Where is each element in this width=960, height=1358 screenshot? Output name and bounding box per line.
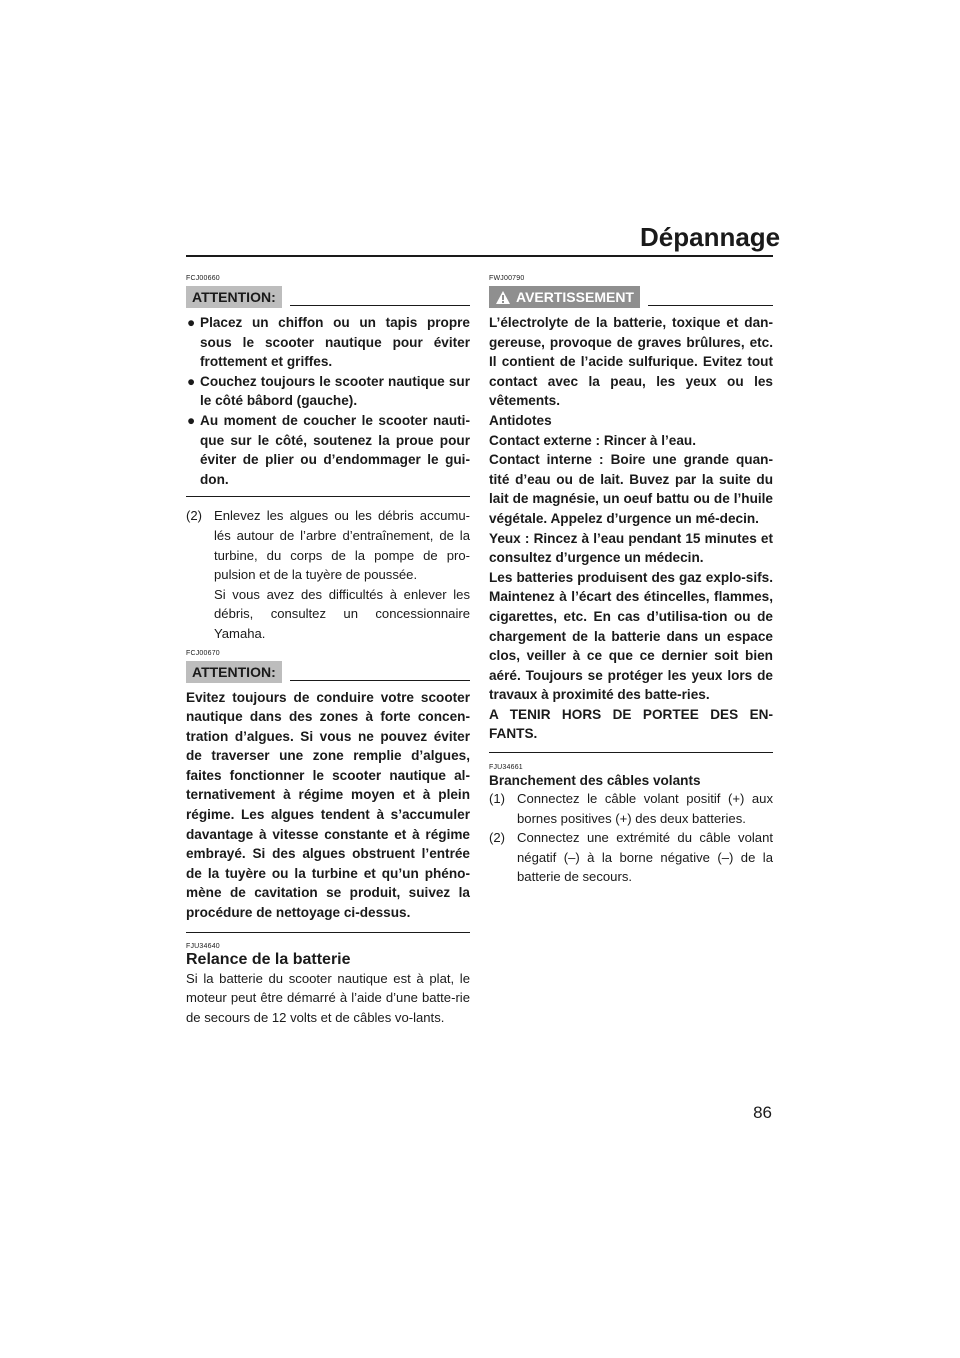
header-divider [186, 255, 773, 257]
step-item [186, 506, 470, 643]
subsection-title: Branchement des câbles volants [489, 773, 701, 789]
notice-end-divider [489, 752, 773, 753]
attention-badge: ATTENTION: [186, 661, 282, 683]
step-text: Si vous avez des difficultés à enlever les débris, consultez un concessionnaire Yamaha. [214, 586, 470, 641]
step-text: Connectez le câble volant positif (+) aux bornes positives (+) des deux batteries. [517, 791, 773, 826]
page-title: Dépannage [640, 222, 781, 252]
step-number: (2) [186, 508, 203, 524]
list-item: ● Placez un chiffon ou un tapis propre sous le scooter nautique pour éviter frottement et griffes. [187, 315, 470, 370]
section-title: Relance de la batterie [186, 950, 351, 968]
warning-badge [489, 286, 640, 308]
step-item [489, 789, 773, 828]
notice-divider [290, 305, 470, 306]
notice-end-divider [186, 932, 470, 933]
reference-code: FJU34640 [186, 942, 220, 950]
bullet-icon: ● [187, 412, 196, 428]
right-column [489, 274, 773, 887]
reference-code: FCJ00670 [186, 649, 220, 657]
step-text: Enlevez les algues ou les débris accumu-lés autour de l’arbre d’entraînement, de la turbine, du corps de la pompe de pro-pulsion et de la tuyère de poussée. [214, 508, 470, 583]
step-item [489, 828, 773, 887]
attention-header [186, 659, 470, 683]
attention-badge: ATTENTION: [186, 286, 282, 308]
warning-triangle-icon [495, 290, 511, 305]
warning-text: Les batteries produisent des gaz explo-sifs. Maintenez à l’écart des étincelles, flammes, cigarettes, etc. En cas d’utilisa-tion ou de chargement de la batterie dans un espace clos, veiller à ce que ce dernier soit bien aéré. Toujours se protéger les yeux lors de travaux à proximité des batte-ries. [489, 569, 773, 703]
notice-end-divider [186, 496, 470, 497]
bullet-icon: ● [187, 315, 196, 330]
list-item: ● Couchez toujours le scooter nautique sur le côté bâbord (gauche). [187, 373, 470, 409]
left-column [186, 274, 470, 1027]
attention-text: Evitez toujours de conduire votre scooter nautique dans des zones à forte concen-tration d’algues. Si vous ne pouvez éviter de traverser une zone remplie d’algues, faites fonctionner le scooter nautique al-ternativement à régime moyen et à plein régime. Les algues tendent à s’accumuler davantage à vitesse constante et à régime embrayé. Si des algues obstruent l’entrée de la tuyère ou la turbine et qu’un phéno-mène de cavitation se produit, suivez la procédure de nettoyage ci-dessus. [186, 689, 470, 921]
warning-text: Contact externe : Rincer à l’eau. [489, 432, 696, 448]
list-item: ● Au moment de coucher le scooter nauti-que sur le côté, soutenez la proue pour éviter de plier ou d’endommager le gui-don. [187, 412, 470, 487]
warning-header [489, 284, 773, 308]
page-number: 86 [753, 1103, 772, 1122]
warning-text: Yeux : Rincez à l’eau pendant 15 minutes et consultez d’urgence un médecin. [489, 530, 773, 566]
section-text: Si la batterie du scooter nautique est à plat, le moteur peut être démarré à l’aide d’une batte-rie de secours de 12 volts et de câbles vo-lants. [186, 970, 470, 1025]
step-number: (1) [489, 791, 506, 807]
bullet-icon: ● [187, 373, 196, 389]
attention-header [186, 284, 470, 308]
attention-list [186, 313, 470, 489]
warning-text: Antidotes [489, 412, 552, 428]
reference-code: FCJ00660 [186, 275, 220, 282]
warning-label: AVERTISSEMENT [516, 289, 634, 305]
notice-divider [648, 305, 773, 306]
step-number: (2) [489, 830, 506, 846]
warning-text: L’électrolyte de la batterie, toxique et dan-gereuse, provoque de graves brûlures, etc. Il contient de l’acide sulfurique. Evitez tout contact avec la peau, les yeux ou les vêtements. [489, 315, 773, 409]
reference-code: FJU34661 [489, 764, 523, 772]
reference-code: FWJ00790 [489, 275, 525, 282]
warning-body [489, 313, 773, 744]
notice-divider [290, 680, 470, 681]
step-text: Connectez une extrémité du câble volant négatif (–) à la borne négative (–) de la batterie de secours. [517, 830, 773, 885]
warning-text: A TENIR HORS DE PORTEE DES EN-FANTS. [489, 706, 773, 742]
warning-text: Contact interne : Boire une grande quan-tité d’eau ou de lait. Buvez par la suite du lait de magnésie, un oeuf battu ou de l’huile végétale. Appelez d’urgence un mé-decin. [489, 452, 773, 526]
